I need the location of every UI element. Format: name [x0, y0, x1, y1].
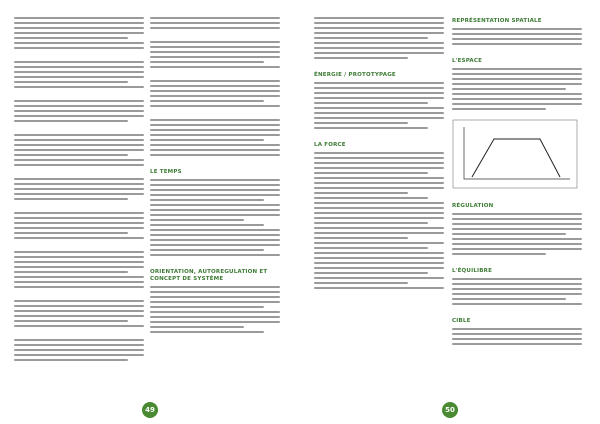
text-line-placeholder	[150, 134, 280, 136]
text-line-placeholder	[14, 344, 144, 346]
text-line-placeholder	[14, 110, 144, 112]
text-line-placeholder	[314, 127, 428, 129]
text-line-placeholder	[452, 43, 582, 45]
text-line-placeholder	[452, 38, 582, 40]
text-line-placeholder	[14, 261, 144, 263]
text-line-placeholder	[314, 42, 444, 44]
text-line-placeholder	[150, 189, 280, 191]
text-line-placeholder	[14, 17, 144, 19]
paragraph-gap	[14, 125, 144, 131]
text-line-placeholder	[314, 167, 444, 169]
text-line-placeholder	[452, 28, 582, 30]
text-line-placeholder	[14, 71, 144, 73]
text-line-placeholder	[314, 197, 428, 199]
text-line-placeholder	[452, 213, 582, 215]
text-line-placeholder	[150, 90, 280, 92]
text-line-placeholder	[14, 32, 144, 34]
text-line-placeholder	[14, 198, 128, 200]
text-line-placeholder	[150, 184, 280, 186]
text-line-placeholder	[150, 56, 280, 58]
text-line-placeholder	[150, 239, 280, 241]
text-line-placeholder	[150, 296, 280, 298]
text-line-placeholder	[314, 237, 408, 239]
text-line-placeholder	[452, 78, 582, 80]
paragraph-gap	[150, 32, 280, 38]
text-line-placeholder	[14, 232, 128, 234]
text-line-placeholder	[14, 183, 144, 185]
text-line-placeholder	[14, 300, 144, 302]
text-line-placeholder	[150, 331, 264, 333]
paragraph-gap	[314, 132, 444, 138]
text-line-placeholder	[150, 229, 280, 231]
text-line-placeholder	[314, 212, 444, 214]
text-line-placeholder	[452, 33, 582, 35]
text-line-placeholder	[150, 321, 280, 323]
text-line-placeholder	[314, 17, 444, 19]
text-line-placeholder	[150, 22, 280, 24]
text-line-placeholder	[314, 287, 444, 289]
text-line-placeholder	[14, 237, 144, 239]
text-line-placeholder	[14, 22, 144, 24]
text-line-placeholder	[314, 222, 428, 224]
text-line-placeholder	[314, 157, 444, 159]
text-line-placeholder	[150, 194, 280, 196]
text-line-placeholder	[14, 47, 144, 49]
text-line-placeholder	[150, 17, 280, 19]
text-line-placeholder	[14, 212, 144, 214]
text-line-placeholder	[150, 214, 280, 216]
text-line-placeholder	[150, 66, 280, 68]
text-line-placeholder	[14, 159, 144, 161]
text-line-placeholder	[314, 252, 444, 254]
text-line-placeholder	[314, 262, 444, 264]
right-page-column-2	[452, 14, 582, 348]
text-line-placeholder	[14, 286, 144, 288]
text-line-placeholder	[14, 276, 144, 278]
text-line-placeholder	[314, 152, 444, 154]
text-line-placeholder	[150, 129, 280, 131]
text-line-placeholder	[314, 27, 444, 29]
text-line-placeholder	[150, 124, 280, 126]
text-line-placeholder	[14, 27, 144, 29]
text-line-placeholder	[14, 325, 144, 327]
text-line-placeholder	[150, 204, 280, 206]
text-line-placeholder	[150, 61, 264, 63]
text-line-placeholder	[14, 120, 128, 122]
text-line-placeholder	[14, 81, 128, 83]
text-line-placeholder	[452, 278, 582, 280]
text-line-placeholder	[14, 320, 128, 322]
text-line-placeholder	[452, 293, 582, 295]
text-line-placeholder	[14, 144, 144, 146]
text-line-placeholder	[314, 277, 444, 279]
text-line-placeholder	[150, 95, 280, 97]
text-line-placeholder	[150, 199, 264, 201]
text-line-placeholder	[150, 139, 264, 141]
text-line-placeholder	[452, 233, 566, 235]
text-line-placeholder	[314, 32, 444, 34]
text-line-placeholder	[314, 172, 428, 174]
text-line-placeholder	[314, 82, 444, 84]
text-line-placeholder	[452, 298, 566, 300]
text-line-placeholder	[314, 257, 444, 259]
text-line-placeholder	[14, 100, 144, 102]
text-line-placeholder	[314, 117, 444, 119]
text-line-placeholder	[452, 88, 566, 90]
text-line-placeholder	[14, 359, 128, 361]
section-heading: L'ESPACE	[452, 58, 483, 64]
text-line-placeholder	[452, 103, 582, 105]
section-heading: REPRÉSENTATION SPATIALE	[452, 18, 542, 24]
text-line-placeholder	[14, 305, 144, 307]
text-line-placeholder	[150, 85, 280, 87]
text-line-placeholder	[14, 217, 144, 219]
text-line-placeholder	[150, 27, 280, 29]
paragraph-gap	[150, 259, 280, 265]
text-line-placeholder	[314, 57, 408, 59]
text-line-placeholder	[14, 154, 128, 156]
text-line-placeholder	[14, 227, 144, 229]
text-line-placeholder	[150, 179, 280, 181]
text-line-placeholder	[452, 343, 582, 345]
paragraph-gap	[14, 242, 144, 248]
left-page-column-1	[14, 14, 144, 370]
text-line-placeholder	[452, 73, 582, 75]
text-line-placeholder	[452, 288, 582, 290]
text-line-placeholder	[14, 339, 144, 341]
paragraph-gap	[14, 291, 144, 297]
text-line-placeholder	[14, 66, 144, 68]
section-heading: RÉGULATION	[452, 203, 494, 209]
text-line-placeholder	[14, 266, 144, 268]
text-line-placeholder	[150, 209, 280, 211]
text-line-placeholder	[14, 134, 144, 136]
section-heading: LE TEMPS	[150, 169, 182, 175]
text-line-placeholder	[452, 228, 582, 230]
text-line-placeholder	[150, 244, 280, 246]
paragraph-gap	[452, 258, 582, 264]
text-line-placeholder	[150, 306, 264, 308]
text-line-placeholder	[14, 86, 144, 88]
text-line-placeholder	[14, 37, 128, 39]
text-line-placeholder	[14, 61, 144, 63]
text-line-placeholder	[452, 283, 582, 285]
text-line-placeholder	[14, 149, 144, 151]
text-line-placeholder	[314, 97, 444, 99]
text-line-placeholder	[14, 349, 144, 351]
text-line-placeholder	[14, 354, 144, 356]
text-line-placeholder	[150, 249, 264, 251]
text-line-placeholder	[150, 316, 280, 318]
text-line-placeholder	[314, 192, 408, 194]
left-page-column-2	[150, 14, 280, 336]
paragraph-gap	[150, 110, 280, 116]
figure-frame	[453, 120, 577, 188]
text-line-placeholder	[314, 207, 444, 209]
page-number-right: 50	[442, 402, 458, 418]
text-line-placeholder	[14, 193, 144, 195]
text-line-placeholder	[452, 68, 582, 70]
section-heading: CIBLE	[452, 318, 471, 324]
text-line-placeholder	[314, 92, 444, 94]
paragraph-gap	[14, 52, 144, 58]
right-page	[300, 0, 600, 424]
text-line-placeholder	[150, 301, 280, 303]
text-line-placeholder	[314, 267, 444, 269]
text-line-placeholder	[452, 108, 546, 110]
text-line-placeholder	[150, 100, 264, 102]
text-line-placeholder	[150, 224, 264, 226]
text-line-placeholder	[14, 139, 144, 141]
text-line-placeholder	[14, 281, 144, 283]
text-line-placeholder	[14, 256, 144, 258]
text-line-placeholder	[314, 182, 444, 184]
right-page-column-1	[314, 14, 444, 292]
paragraph-gap	[150, 71, 280, 77]
text-line-placeholder	[452, 253, 546, 255]
text-line-placeholder	[452, 338, 582, 340]
text-line-placeholder	[150, 105, 280, 107]
text-line-placeholder	[452, 333, 582, 335]
text-line-placeholder	[150, 51, 280, 53]
text-line-placeholder	[14, 271, 128, 273]
text-line-placeholder	[150, 291, 280, 293]
paragraph-gap	[314, 62, 444, 68]
text-line-placeholder	[14, 188, 144, 190]
paragraph-gap	[14, 203, 144, 209]
text-line-placeholder	[14, 105, 144, 107]
text-line-placeholder	[452, 223, 582, 225]
text-line-placeholder	[452, 248, 582, 250]
text-line-placeholder	[314, 47, 444, 49]
text-line-placeholder	[314, 22, 444, 24]
page-number-left: 49	[142, 402, 158, 418]
text-line-placeholder	[452, 83, 582, 85]
paragraph-gap	[14, 330, 144, 336]
text-line-placeholder	[452, 238, 582, 240]
text-line-placeholder	[314, 87, 444, 89]
text-line-placeholder	[150, 119, 280, 121]
text-line-placeholder	[14, 164, 144, 166]
text-line-placeholder	[314, 107, 444, 109]
text-line-placeholder	[14, 310, 144, 312]
text-line-placeholder	[150, 254, 280, 256]
trapezoid-figure	[452, 119, 578, 189]
text-line-placeholder	[452, 243, 582, 245]
text-line-placeholder	[314, 242, 444, 244]
text-line-placeholder	[14, 115, 144, 117]
section-heading: ÉNERGIE / PROTOTYPAGE	[314, 72, 396, 78]
paragraph-gap	[14, 364, 144, 370]
text-line-placeholder	[314, 217, 444, 219]
text-line-placeholder	[314, 112, 444, 114]
paragraph-gap	[150, 159, 280, 165]
text-line-placeholder	[150, 144, 280, 146]
paragraph-gap	[14, 91, 144, 97]
text-line-placeholder	[452, 328, 582, 330]
text-line-placeholder	[452, 98, 582, 100]
text-line-placeholder	[150, 46, 280, 48]
text-line-placeholder	[150, 149, 280, 151]
text-line-placeholder	[14, 42, 144, 44]
text-line-placeholder	[452, 218, 582, 220]
text-line-placeholder	[314, 177, 444, 179]
text-line-placeholder	[150, 154, 280, 156]
text-line-placeholder	[14, 251, 144, 253]
section-heading: L'ÉQUILIBRE	[452, 268, 493, 274]
text-line-placeholder	[150, 326, 244, 328]
text-line-placeholder	[314, 272, 428, 274]
text-line-placeholder	[150, 311, 280, 313]
text-line-placeholder	[150, 41, 280, 43]
text-line-placeholder	[150, 219, 244, 221]
text-line-placeholder	[452, 303, 582, 305]
text-line-placeholder	[314, 102, 428, 104]
text-line-placeholder	[314, 247, 428, 249]
text-line-placeholder	[150, 80, 280, 82]
text-line-placeholder	[14, 178, 144, 180]
text-line-placeholder	[314, 187, 444, 189]
text-line-placeholder	[314, 162, 444, 164]
text-line-placeholder	[314, 122, 408, 124]
text-line-placeholder	[14, 76, 144, 78]
text-line-placeholder	[314, 37, 428, 39]
section-heading: LA FORCE	[314, 142, 346, 148]
paragraph-gap	[14, 169, 144, 175]
paragraph-gap	[452, 308, 582, 314]
paragraph-gap	[452, 48, 582, 54]
text-line-placeholder	[314, 282, 408, 284]
section-heading: ORIENTATION, AUTOREGULATION ET CONCEPT DE SYSTÈME	[150, 269, 268, 282]
text-line-placeholder	[314, 232, 444, 234]
text-line-placeholder	[314, 52, 444, 54]
text-line-placeholder	[452, 93, 582, 95]
text-line-placeholder	[150, 234, 280, 236]
text-line-placeholder	[314, 202, 444, 204]
text-line-placeholder	[14, 315, 144, 317]
text-line-placeholder	[14, 222, 144, 224]
text-line-placeholder	[150, 286, 280, 288]
text-line-placeholder	[314, 227, 444, 229]
